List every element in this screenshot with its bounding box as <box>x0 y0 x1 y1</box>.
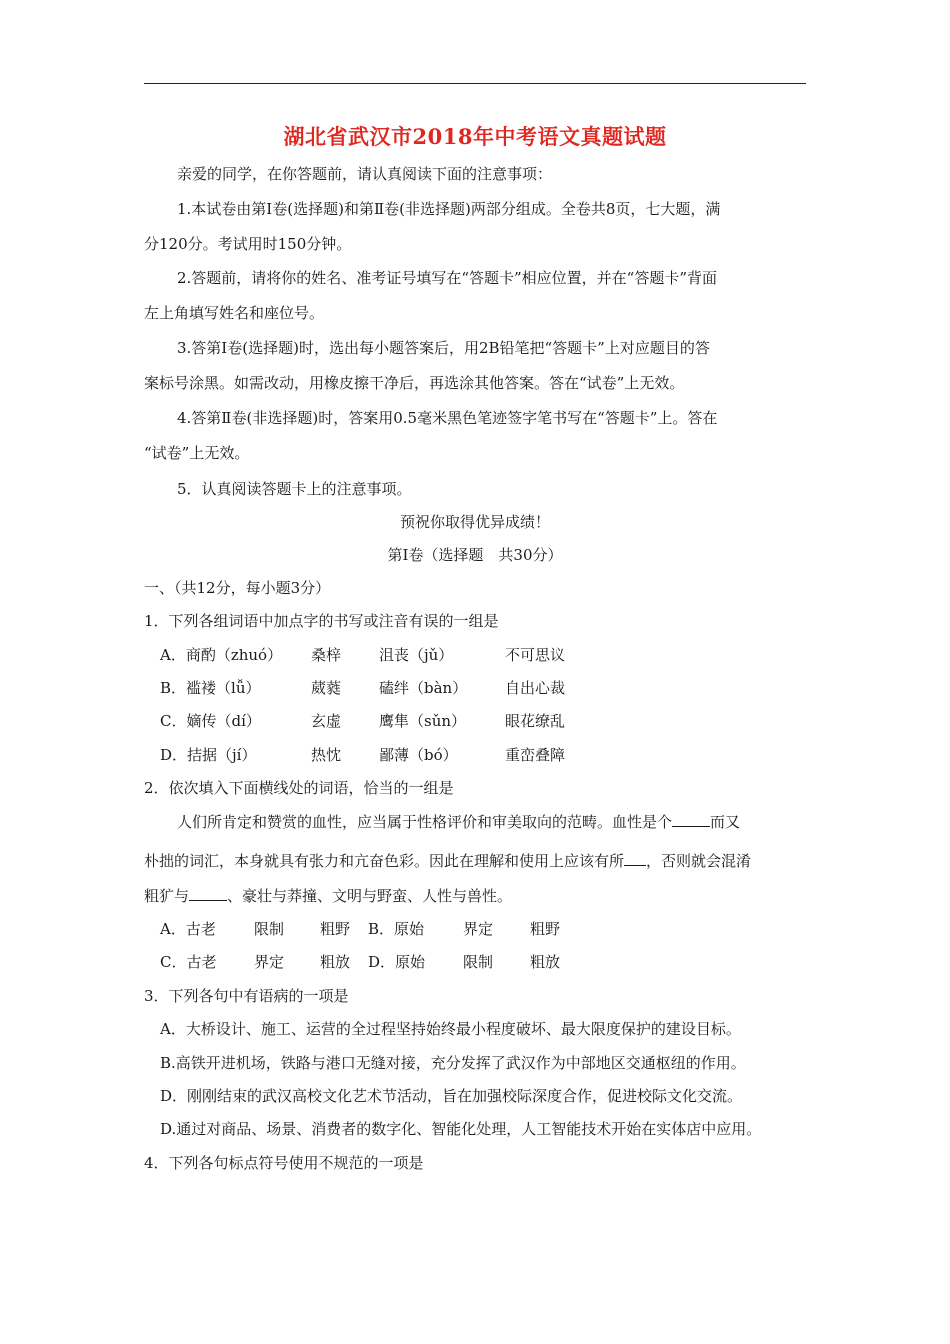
q2-text-1b: 而又 <box>710 813 741 831</box>
q3-stem: 3．下列各句中有语病的一项是 <box>144 987 349 1005</box>
q2-c-word-2: 界定 <box>254 953 285 971</box>
q1-d-word-2: 热忱 <box>311 746 342 764</box>
q1-d-word-1: D．拮据（jí） <box>160 746 257 764</box>
q2-text-2b: ，否则就会混淆 <box>646 852 752 870</box>
q1-a-word-2: 桑梓 <box>311 646 342 664</box>
q1-c-word-4: 眼花缭乱 <box>505 712 566 730</box>
note-1-line-1: 1.本试卷由第Ⅰ卷(选择题)和第Ⅱ卷(非选择题)两部分组成。全卷共8页，七大题，满 <box>177 200 721 218</box>
q1-c-word-1: C．嫡传（dí） <box>160 712 261 730</box>
q3-option-a: A．大桥设计、施工、运营的全过程坚持始终最小程度破坏、最大限度保护的建设目标。 <box>160 1020 741 1038</box>
q2-blank-2 <box>624 851 646 866</box>
note-5: 5．认真阅读答题卡上的注意事项。 <box>177 480 412 498</box>
q2-blank-3 <box>189 886 227 901</box>
q2-blank-1 <box>672 812 710 827</box>
note-3-line-1: 3.答第Ⅰ卷(选择题)时，选出每小题答案后，用2B铅笔把“答题卡”上对应题目的答 <box>177 339 710 357</box>
q1-stem: 1．下列各组词语中加点字的书写或注音有误的一组是 <box>144 612 499 630</box>
q3-option-d: D.通过对商品、场景、消费者的数字化、智能化处理，人工智能技术开始在实体店中应用。 <box>160 1120 762 1138</box>
note-3-line-2: 案标号涂黑。如需改动，用橡皮擦干净后，再选涂其他答案。答在“试卷”上无效。 <box>144 374 685 392</box>
wish-text: 预祝你取得优异成绩！ <box>399 513 550 531</box>
q3-option-b: B.高铁开进机场，铁路与港口无缝对接，充分发挥了武汉作为中部地区交通枢纽的作用。 <box>160 1054 746 1072</box>
q2-b-word-3: 粗野 <box>530 920 561 938</box>
q2-passage-line-1 <box>177 812 740 832</box>
part-one-heading: 一、（共12分，每小题3分） <box>144 579 331 597</box>
q3-option-c: D．刚刚结束的武汉高校文化艺术节活动，旨在加强校际深度合作，促进校际文化交流。 <box>160 1087 743 1105</box>
q1-a-word-3: 沮丧（jǔ） <box>379 646 454 664</box>
q2-b-word-2: 界定 <box>463 920 494 938</box>
q1-b-word-4: 自出心裁 <box>505 679 566 697</box>
q2-a-label: A．古老 <box>160 920 216 938</box>
note-2-line-2: 左上角填写姓名和座位号。 <box>144 304 325 322</box>
q2-text-3a: 粗犷与 <box>144 887 190 905</box>
q2-stem: 2．依次填入下面横线处的词语，恰当的一组是 <box>144 779 454 797</box>
q1-a-word-1: A．商酌（zhuó） <box>160 646 283 664</box>
section-heading: 第Ⅰ卷（选择题 共30分） <box>387 546 563 564</box>
q2-text-1a: 人们所肯定和赞赏的血性，应当属于性格评价和审美取向的范畴。血性是个 <box>177 813 673 831</box>
q2-text-3b: 、豪壮与莽撞、文明与野蛮、人性与兽性。 <box>227 887 513 905</box>
q4-stem: 4．下列各句标点符号使用不规范的一项是 <box>144 1154 424 1172</box>
q2-passage-line-3 <box>144 886 512 906</box>
q2-c-label: C．古老 <box>160 953 217 971</box>
q2-c-word-3: 粗放 <box>320 953 351 971</box>
q1-b-word-1: B．褴褛（lǚ） <box>160 679 261 697</box>
q2-b-label: B．原始 <box>368 920 425 938</box>
q2-d-word-3: 粗放 <box>530 953 561 971</box>
q1-c-word-3: 鹰隼（sǔn） <box>379 712 467 730</box>
q2-text-2a: 朴拙的词汇，本身就具有张力和亢奋色彩。因此在理解和使用上应该有所 <box>144 852 625 870</box>
q2-d-label: D．原始 <box>368 953 426 971</box>
note-4-line-2: “试卷”上无效。 <box>144 444 250 462</box>
q2-passage-line-2 <box>144 851 751 871</box>
q1-c-word-2: 玄虚 <box>311 712 342 730</box>
intro-greeting: 亲爱的同学，在你答题前，请认真阅读下面的注意事项： <box>177 165 553 183</box>
note-2-line-1: 2.答题前，请将你的姓名、准考证号填写在“答题卡”相应位置，并在“答题卡”背面 <box>177 269 717 287</box>
q1-a-word-4: 不可思议 <box>505 646 566 664</box>
q1-d-word-3: 鄙薄（bó） <box>379 746 458 764</box>
q2-a-word-2: 限制 <box>254 920 285 938</box>
q1-b-word-3: 磕绊（bàn） <box>379 679 468 697</box>
note-4-line-1: 4.答第Ⅱ卷(非选择题)时，答案用0.5毫米黑色笔迹签字笔书写在“答题卡”上。答在 <box>177 409 718 427</box>
note-1-line-2: 分120分。考试用时150分钟。 <box>144 235 352 253</box>
q1-d-word-4: 重峦叠障 <box>505 746 566 764</box>
q2-d-word-2: 限制 <box>463 953 494 971</box>
header-rule <box>144 83 806 84</box>
q2-a-word-3: 粗野 <box>320 920 351 938</box>
q1-b-word-2: 葳蕤 <box>311 679 342 697</box>
page-title: 湖北省武汉市2018年中考语文真题试题 <box>283 124 667 149</box>
